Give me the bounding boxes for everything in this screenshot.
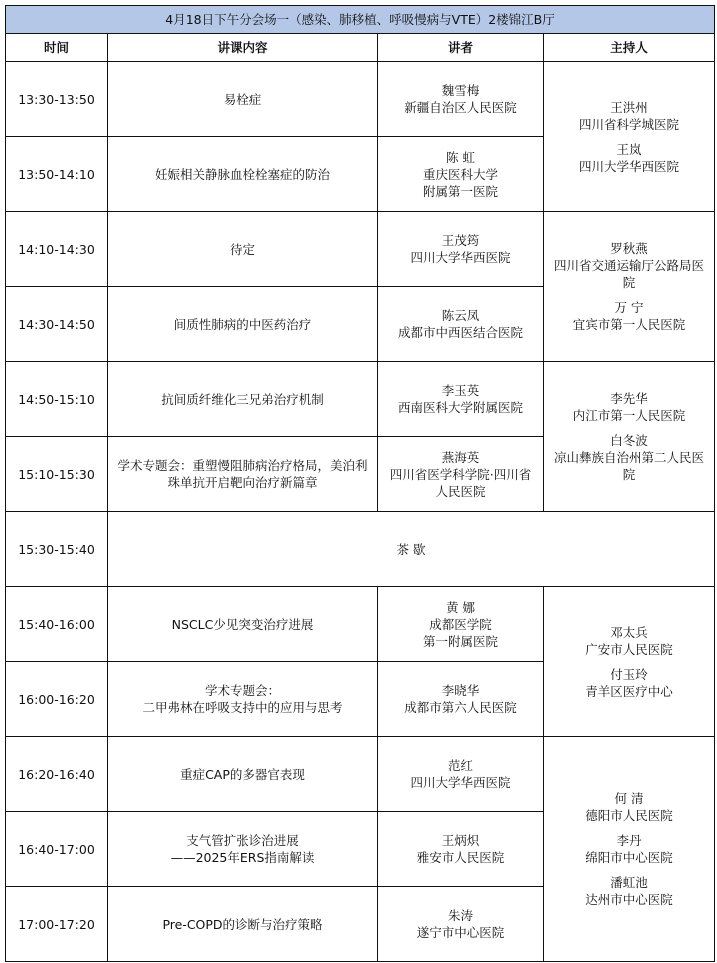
table-row [6, 62, 715, 137]
host-entry [550, 790, 708, 824]
speaker-cell [378, 212, 544, 287]
text-line: 陈云凤 [441, 308, 480, 323]
text-line: 遂宁市中心医院 [416, 925, 505, 940]
text-line: ——2025年ERS指南解读 [170, 850, 315, 865]
text-line: 邓太兵 [610, 624, 648, 640]
topic-cell [108, 362, 378, 437]
topic-cell [108, 437, 378, 512]
text-line: 李丹 [616, 833, 642, 848]
table-row [6, 737, 715, 812]
speaker-cell [378, 887, 544, 962]
table-row [6, 362, 715, 437]
topic-cell [108, 287, 378, 362]
table-row [6, 212, 715, 287]
time-cell: 17:00-17:20 [6, 887, 108, 962]
host-cell [544, 587, 715, 737]
topic-cell [108, 812, 378, 887]
text-line: 学术专题会： [204, 683, 280, 698]
text-line: 重症CAP的多器官表现 [180, 766, 305, 782]
text-line: 抗间质纤维化三兄弟治疗机制 [161, 391, 324, 407]
host-entry [550, 390, 708, 424]
text-line: 间质性肺病的中医药治疗 [173, 316, 312, 332]
text-line: 王茂筠 [441, 233, 480, 248]
text-line: 罗秋燕 [610, 241, 648, 256]
topic-cell [108, 587, 378, 662]
host-entry [550, 99, 708, 133]
host-entry [550, 432, 708, 483]
text-line: 支气管扩张诊治进展 [186, 833, 299, 848]
host-entry [550, 299, 708, 333]
text-line: 万 宁 [614, 300, 644, 315]
text-line: 四川省科学城医院 [579, 116, 680, 132]
topic-cell [108, 137, 378, 212]
text-line: 白冬波 [610, 433, 648, 448]
text-line: 四川大学华西医院 [579, 158, 680, 174]
text-line: 妊娠相关静脉血栓栓塞症的防治 [154, 166, 330, 182]
schedule-table [5, 5, 715, 962]
time-cell: 13:30-13:50 [6, 62, 108, 137]
text-line: 付玉玲 [610, 666, 648, 682]
text-line: 学术专题会：重塑慢阻肺病治疗格局，美泊利珠单抗开启靶向治疗新篇章 [117, 458, 368, 490]
time-cell: 15:40-16:00 [6, 587, 108, 662]
text-line: 何 清 [614, 791, 644, 806]
host-cell [544, 737, 715, 962]
time-cell: 16:20-16:40 [6, 737, 108, 812]
speaker-cell [378, 362, 544, 437]
text-line: 成都医学院 [429, 616, 492, 632]
text-line: 内江市第一人民医院 [572, 408, 686, 423]
text-line: 成都市中西医结合医院 [397, 325, 523, 340]
text-line: 宜宾市第一人民医院 [572, 317, 686, 332]
time-cell: 14:10-14:30 [6, 212, 108, 287]
speaker-cell [378, 287, 544, 362]
text-line: 范红 [447, 758, 473, 773]
text-line: 二甲弗林在呼吸支持中的应用与思考 [142, 700, 343, 715]
text-line: 达州市中心医院 [585, 892, 673, 907]
text-line: 四川省交通运输厅公路局医院 [554, 258, 705, 290]
time-cell: 15:10-15:30 [6, 437, 108, 512]
time-cell: 16:00-16:20 [6, 662, 108, 737]
session-title: 4月18日下午分会场一（感染、肺移植、呼吸慢病与VTE）2楼锦江B厅 [6, 6, 715, 34]
host-cell [544, 212, 715, 362]
speaker-cell [378, 737, 544, 812]
text-line: 李先华 [610, 391, 648, 406]
text-line: 待定 [229, 241, 255, 257]
text-line: 魏雪梅 [441, 83, 480, 98]
text-line: 成都市第六人民医院 [404, 700, 517, 715]
speaker-cell [378, 662, 544, 737]
text-line: 重庆医科大学 [422, 166, 498, 182]
time-cell: 14:30-14:50 [6, 287, 108, 362]
text-line: 新疆自治区人民医院 [404, 100, 517, 115]
table-row [6, 512, 715, 587]
text-line: 易栓症 [223, 91, 262, 107]
header-time: 时间 [6, 34, 108, 62]
text-line: 王洪州 [610, 99, 648, 115]
text-line: 绵阳市中心医院 [585, 850, 673, 865]
header-speaker: 讲者 [378, 34, 544, 62]
text-line: 西南医科大学附属医院 [397, 400, 523, 415]
speaker-cell [378, 137, 544, 212]
text-line: 王岚 [616, 141, 642, 157]
text-line: 黄 娜 [446, 599, 475, 615]
host-entry [550, 666, 708, 700]
text-line: 青羊区医疗中心 [585, 683, 673, 699]
host-entry [550, 624, 708, 658]
time-cell: 14:50-15:10 [6, 362, 108, 437]
host-entry [550, 141, 708, 175]
text-line: 李晓华 [441, 683, 480, 698]
text-line: 四川大学华西医院 [410, 250, 511, 265]
topic-cell [108, 62, 378, 137]
time-cell: 15:30-15:40 [6, 512, 108, 587]
text-line: 附属第一医院 [422, 183, 498, 199]
text-line: 潘虹池 [610, 875, 648, 890]
text-line: 四川省医学科学院·四川省人民医院 [389, 466, 532, 499]
text-line: NSCLC少见突变治疗进展 [171, 616, 314, 632]
text-line: 凉山彝族自治州第二人民医院 [554, 450, 705, 482]
table-row [6, 587, 715, 662]
text-line: 广安市人民医院 [585, 641, 673, 657]
text-line: 朱涛 [447, 908, 473, 923]
text-line: 雅安市人民医院 [416, 850, 505, 865]
text-line: 第一附属医院 [422, 633, 498, 649]
text-line: 燕海英 [441, 449, 480, 465]
host-cell [544, 62, 715, 212]
header-topic: 讲课内容 [108, 34, 378, 62]
topic-cell [108, 737, 378, 812]
topic-cell [108, 887, 378, 962]
speaker-cell [378, 587, 544, 662]
host-entry [550, 874, 708, 908]
header-host: 主持人 [544, 34, 715, 62]
host-entry [550, 240, 708, 291]
text-line: 王炳炽 [441, 833, 480, 848]
speaker-cell [378, 62, 544, 137]
text-line: 李玉英 [441, 383, 480, 398]
time-cell: 13:50-14:10 [6, 137, 108, 212]
text-line: Pre-COPD的诊断与治疗策略 [162, 916, 323, 932]
host-cell [544, 362, 715, 512]
speaker-cell [378, 437, 544, 512]
topic-cell [108, 212, 378, 287]
time-cell: 16:40-17:00 [6, 812, 108, 887]
topic-cell [108, 662, 378, 737]
text-line: 德阳市人民医院 [585, 808, 673, 823]
tea-break-cell: 茶 歇 [108, 512, 715, 587]
text-line: 陈 虹 [446, 149, 475, 165]
speaker-cell [378, 812, 544, 887]
host-entry [550, 832, 708, 866]
text-line: 四川大学华西医院 [410, 775, 511, 790]
